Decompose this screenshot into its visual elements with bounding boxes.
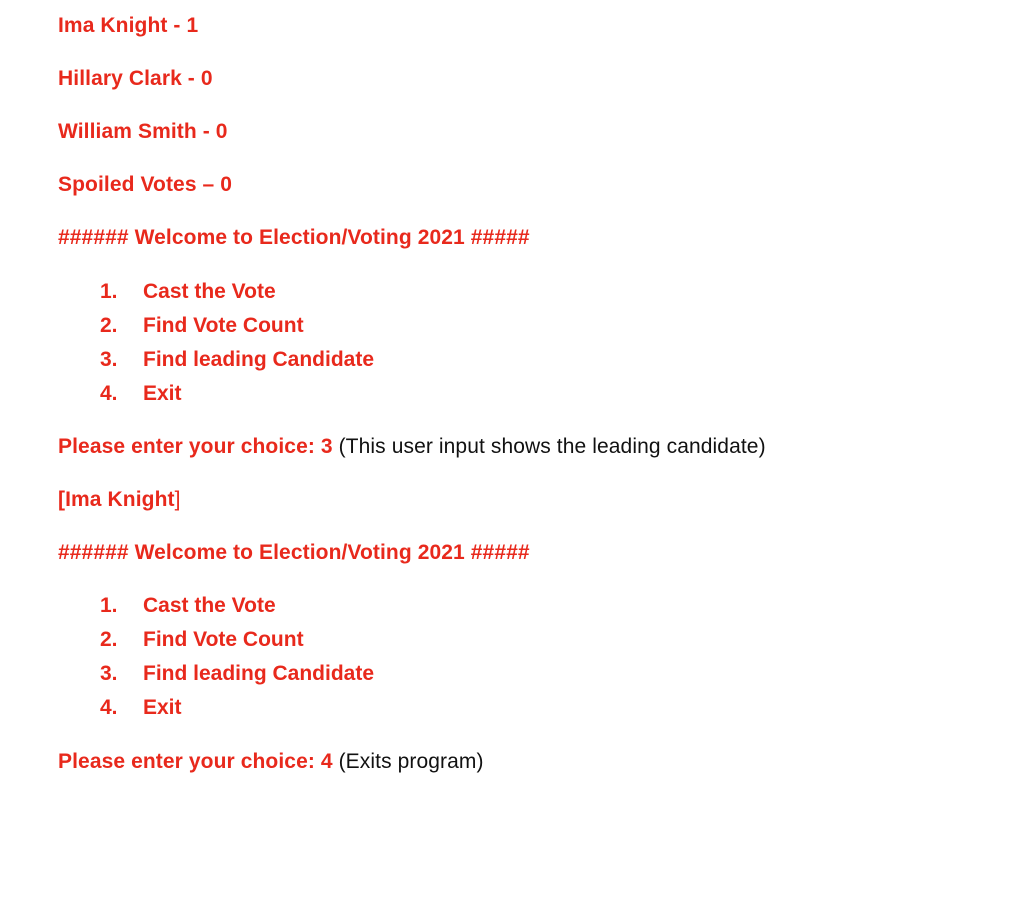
result-close-bracket: ] <box>174 488 181 511</box>
menu-item-number: 3. <box>100 662 118 685</box>
main-menu <box>100 279 374 415</box>
menu-item-cast-vote <box>100 279 374 313</box>
main-menu <box>100 593 374 729</box>
welcome-banner: ###### Welcome to Election/Voting 2021 ##### <box>58 541 530 564</box>
choice-prompt: Please enter your choice: 4 <box>58 750 333 773</box>
tally-line-william-smith: William Smith - 0 <box>58 120 228 143</box>
menu-item-find-vote-count <box>100 313 374 347</box>
leading-candidate-name: [Ima Knight <box>58 488 175 511</box>
menu-item-number: 2. <box>100 628 118 651</box>
menu-item-label: Find leading Candidate <box>143 662 375 685</box>
menu-item-label: Cast the Vote <box>143 594 276 617</box>
choice-note: (Exits program) <box>332 750 484 773</box>
menu-item-label: Exit <box>143 382 182 405</box>
menu-item-number: 4. <box>100 696 118 719</box>
tally-line-ima-knight: Ima Knight - 1 <box>58 14 199 37</box>
menu-item-label: Exit <box>143 696 182 719</box>
menu-item-label: Find Vote Count <box>143 628 304 651</box>
leading-candidate-result <box>58 487 181 513</box>
menu-item-find-leading-candidate <box>100 661 374 695</box>
welcome-banner: ###### Welcome to Election/Voting 2021 ##### <box>58 226 530 249</box>
choice-note: (This user input shows the leading candidate) <box>332 435 766 458</box>
menu-item-exit <box>100 381 374 415</box>
menu-item-number: 1. <box>100 594 118 617</box>
tally-line-spoiled-votes: Spoiled Votes – 0 <box>58 173 233 196</box>
menu-item-label: Cast the Vote <box>143 280 276 303</box>
choice-prompt-line <box>58 434 766 460</box>
menu-item-label: Find leading Candidate <box>143 348 375 371</box>
menu-item-number: 3. <box>100 348 118 371</box>
menu-item-label: Find Vote Count <box>143 314 304 337</box>
menu-item-exit <box>100 695 374 729</box>
menu-item-number: 2. <box>100 314 118 337</box>
menu-item-find-vote-count <box>100 627 374 661</box>
tally-line-hillary-clark: Hillary Clark - 0 <box>58 67 213 90</box>
menu-item-number: 1. <box>100 280 118 303</box>
menu-item-find-leading-candidate <box>100 347 374 381</box>
choice-prompt: Please enter your choice: 3 <box>58 435 333 458</box>
menu-item-cast-vote <box>100 593 374 627</box>
menu-item-number: 4. <box>100 382 118 405</box>
choice-prompt-line <box>58 749 484 775</box>
